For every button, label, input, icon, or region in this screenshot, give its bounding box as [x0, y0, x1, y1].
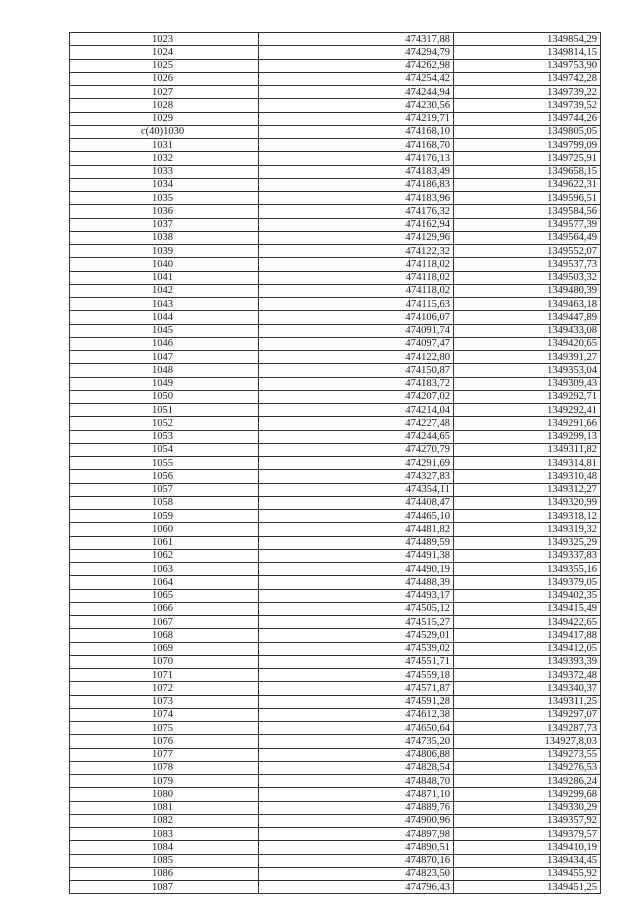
point-number-cell: 1023 [70, 33, 259, 46]
point-number-cell: 1028 [70, 99, 259, 112]
table-row [70, 655, 601, 668]
point-number-cell: 1062 [70, 549, 259, 562]
table-row [70, 761, 601, 774]
y-coordinate-cell: 134927,8,03 [454, 735, 601, 748]
y-coordinate-cell: 1349739,52 [454, 99, 601, 112]
table-row [70, 284, 601, 297]
y-coordinate-cell: 1349340,37 [454, 682, 601, 695]
y-coordinate-cell: 1349564,49 [454, 231, 601, 244]
table-row [70, 708, 601, 721]
point-number-cell: 1042 [70, 284, 259, 297]
table-row [70, 854, 601, 867]
point-number-cell: 1029 [70, 112, 259, 125]
x-coordinate-cell: 474244,94 [259, 86, 454, 99]
point-number-cell: 1033 [70, 165, 259, 178]
x-coordinate-cell: 474091,74 [259, 324, 454, 337]
table-row [70, 589, 601, 602]
y-coordinate-cell: 1349379,05 [454, 576, 601, 589]
table-row [70, 841, 601, 854]
table-row [70, 576, 601, 589]
point-number-cell: 1059 [70, 510, 259, 523]
x-coordinate-cell: 474848,70 [259, 775, 454, 788]
x-coordinate-cell: 474097,47 [259, 337, 454, 350]
y-coordinate-cell: 1349433,08 [454, 324, 601, 337]
x-coordinate-cell: 474219,71 [259, 112, 454, 125]
y-coordinate-cell: 1349319,32 [454, 523, 601, 536]
point-number-cell: 1061 [70, 536, 259, 549]
table-row [70, 258, 601, 271]
y-coordinate-cell: 1349311,82 [454, 443, 601, 456]
y-coordinate-cell: 1349622,31 [454, 178, 601, 191]
table-row [70, 549, 601, 562]
table-row [70, 483, 601, 496]
table-row [70, 775, 601, 788]
x-coordinate-cell: 474828,54 [259, 761, 454, 774]
point-number-cell: 1057 [70, 483, 259, 496]
table-row [70, 125, 601, 138]
table-row [70, 669, 601, 682]
y-coordinate-cell: 1349355,16 [454, 563, 601, 576]
point-number-cell: 1037 [70, 218, 259, 231]
y-coordinate-cell: 1349312,27 [454, 483, 601, 496]
x-coordinate-cell: 474897,98 [259, 828, 454, 841]
y-coordinate-cell: 1349739,22 [454, 86, 601, 99]
y-coordinate-cell: 1349814,15 [454, 46, 601, 59]
table-row [70, 722, 601, 735]
y-coordinate-cell: 1349402,35 [454, 589, 601, 602]
table-row [70, 298, 601, 311]
y-coordinate-cell: 1349337,83 [454, 549, 601, 562]
x-coordinate-cell: 474122,32 [259, 245, 454, 258]
table-row [70, 86, 601, 99]
x-coordinate-cell: 474559,18 [259, 669, 454, 682]
y-coordinate-cell: 1349725,91 [454, 152, 601, 165]
y-coordinate-cell: 1349463,18 [454, 298, 601, 311]
table-row [70, 324, 601, 337]
point-number-cell: 1074 [70, 708, 259, 721]
point-number-cell: 1072 [70, 682, 259, 695]
table-row [70, 735, 601, 748]
point-number-cell: 1063 [70, 563, 259, 576]
table-row [70, 867, 601, 880]
point-number-cell: 1025 [70, 59, 259, 72]
table-row [70, 496, 601, 509]
table-row [70, 814, 601, 827]
y-coordinate-cell: 1349658,15 [454, 165, 601, 178]
point-number-cell: 1040 [70, 258, 259, 271]
x-coordinate-cell: 474168,70 [259, 139, 454, 152]
table-row [70, 510, 601, 523]
x-coordinate-cell: 474118,02 [259, 258, 454, 271]
x-coordinate-cell: 474354,11 [259, 483, 454, 496]
y-coordinate-cell: 1349577,39 [454, 218, 601, 231]
y-coordinate-cell: 1349318,12 [454, 510, 601, 523]
y-coordinate-cell: 1349292,71 [454, 390, 601, 403]
point-number-cell: 1085 [70, 854, 259, 867]
x-coordinate-cell: 474489,59 [259, 536, 454, 549]
point-number-cell: 1052 [70, 417, 259, 430]
y-coordinate-cell: 1349309,43 [454, 377, 601, 390]
point-number-cell: 1054 [70, 443, 259, 456]
y-coordinate-cell: 1349753,90 [454, 59, 601, 72]
x-coordinate-cell: 474207,02 [259, 390, 454, 403]
y-coordinate-cell: 1349330,29 [454, 801, 601, 814]
point-number-cell: 1044 [70, 311, 259, 324]
x-coordinate-cell: 474796,43 [259, 881, 454, 894]
table-row [70, 311, 601, 324]
table-row [70, 364, 601, 377]
table-row [70, 457, 601, 470]
x-coordinate-cell: 474735,20 [259, 735, 454, 748]
y-coordinate-cell: 1349420,65 [454, 337, 601, 350]
x-coordinate-cell: 474871,10 [259, 788, 454, 801]
point-number-cell: 1034 [70, 178, 259, 191]
x-coordinate-cell: 474186,83 [259, 178, 454, 191]
x-coordinate-cell: 474806,88 [259, 748, 454, 761]
x-coordinate-cell: 474254,42 [259, 72, 454, 85]
x-coordinate-cell: 474650,64 [259, 722, 454, 735]
x-coordinate-cell: 474539,02 [259, 642, 454, 655]
y-coordinate-cell: 1349372,48 [454, 669, 601, 682]
table-row [70, 430, 601, 443]
point-number-cell: 1078 [70, 761, 259, 774]
y-coordinate-cell: 1349537,73 [454, 258, 601, 271]
x-coordinate-cell: 474230,56 [259, 99, 454, 112]
y-coordinate-cell: 1349451,25 [454, 881, 601, 894]
y-coordinate-cell: 1349276,53 [454, 761, 601, 774]
point-number-cell: 1083 [70, 828, 259, 841]
x-coordinate-cell: 474571,87 [259, 682, 454, 695]
x-coordinate-cell: 474183,96 [259, 192, 454, 205]
y-coordinate-cell: 1349291,66 [454, 417, 601, 430]
point-number-cell: 1027 [70, 86, 259, 99]
point-number-cell: 1038 [70, 231, 259, 244]
table-row [70, 231, 601, 244]
x-coordinate-cell: 474244,65 [259, 430, 454, 443]
table-row [70, 33, 601, 46]
point-number-cell: 1041 [70, 271, 259, 284]
point-number-cell: 1035 [70, 192, 259, 205]
table-row [70, 536, 601, 549]
table-row [70, 377, 601, 390]
point-number-cell: 1031 [70, 139, 259, 152]
point-number-cell: 1081 [70, 801, 259, 814]
point-number-cell: 1076 [70, 735, 259, 748]
point-number-cell: 1050 [70, 390, 259, 403]
x-coordinate-cell: 474227,48 [259, 417, 454, 430]
x-coordinate-cell: 474327,83 [259, 470, 454, 483]
coordinates-table-body [70, 33, 601, 894]
point-number-cell: 1079 [70, 775, 259, 788]
x-coordinate-cell: 474408,47 [259, 496, 454, 509]
y-coordinate-cell: 1349273,55 [454, 748, 601, 761]
x-coordinate-cell: 474465,10 [259, 510, 454, 523]
table-row [70, 828, 601, 841]
y-coordinate-cell: 1349379,57 [454, 828, 601, 841]
point-number-cell: 1064 [70, 576, 259, 589]
y-coordinate-cell: 1349805,05 [454, 125, 601, 138]
y-coordinate-cell: 1349744,26 [454, 112, 601, 125]
x-coordinate-cell: 474118,02 [259, 284, 454, 297]
y-coordinate-cell: 1349391,27 [454, 351, 601, 364]
y-coordinate-cell: 1349310,48 [454, 470, 601, 483]
x-coordinate-cell: 474890,51 [259, 841, 454, 854]
table-row [70, 563, 601, 576]
y-coordinate-cell: 1349311,25 [454, 695, 601, 708]
y-coordinate-cell: 1349412,05 [454, 642, 601, 655]
point-number-cell: 1056 [70, 470, 259, 483]
table-row [70, 417, 601, 430]
coordinates-table [69, 32, 601, 894]
table-row [70, 192, 601, 205]
point-number-cell: с(40)1030 [70, 125, 259, 138]
y-coordinate-cell: 1349353,04 [454, 364, 601, 377]
table-row [70, 788, 601, 801]
y-coordinate-cell: 1349417,88 [454, 629, 601, 642]
table-row [70, 139, 601, 152]
y-coordinate-cell: 1349799,09 [454, 139, 601, 152]
x-coordinate-cell: 474162,94 [259, 218, 454, 231]
x-coordinate-cell: 474183,72 [259, 377, 454, 390]
point-number-cell: 1067 [70, 616, 259, 629]
x-coordinate-cell: 474900,96 [259, 814, 454, 827]
point-number-cell: 1051 [70, 404, 259, 417]
y-coordinate-cell: 1349357,92 [454, 814, 601, 827]
point-number-cell: 1043 [70, 298, 259, 311]
x-coordinate-cell: 474214,04 [259, 404, 454, 417]
x-coordinate-cell: 474317,88 [259, 33, 454, 46]
table-row [70, 523, 601, 536]
point-number-cell: 1045 [70, 324, 259, 337]
table-row [70, 72, 601, 85]
y-coordinate-cell: 1349480,39 [454, 284, 601, 297]
table-row [70, 443, 601, 456]
table-row [70, 178, 601, 191]
y-coordinate-cell: 1349410,19 [454, 841, 601, 854]
y-coordinate-cell: 1349393,39 [454, 655, 601, 668]
point-number-cell: 1075 [70, 722, 259, 735]
x-coordinate-cell: 474176,32 [259, 205, 454, 218]
point-number-cell: 1026 [70, 72, 259, 85]
table-row [70, 682, 601, 695]
table-row [70, 404, 601, 417]
x-coordinate-cell: 474591,28 [259, 695, 454, 708]
y-coordinate-cell: 1349286,24 [454, 775, 601, 788]
point-number-cell: 1086 [70, 867, 259, 880]
x-coordinate-cell: 474529,01 [259, 629, 454, 642]
table-row [70, 165, 601, 178]
table-row [70, 390, 601, 403]
y-coordinate-cell: 1349320,99 [454, 496, 601, 509]
point-number-cell: 1077 [70, 748, 259, 761]
x-coordinate-cell: 474493,17 [259, 589, 454, 602]
x-coordinate-cell: 474129,96 [259, 231, 454, 244]
x-coordinate-cell: 474294,79 [259, 46, 454, 59]
point-number-cell: 1055 [70, 457, 259, 470]
y-coordinate-cell: 1349297,07 [454, 708, 601, 721]
x-coordinate-cell: 474291,69 [259, 457, 454, 470]
y-coordinate-cell: 1349415,49 [454, 602, 601, 615]
point-number-cell: 1039 [70, 245, 259, 258]
x-coordinate-cell: 474183,49 [259, 165, 454, 178]
table-row [70, 642, 601, 655]
point-number-cell: 1069 [70, 642, 259, 655]
y-coordinate-cell: 1349325,29 [454, 536, 601, 549]
x-coordinate-cell: 474168,10 [259, 125, 454, 138]
y-coordinate-cell: 1349299,68 [454, 788, 601, 801]
point-number-cell: 1066 [70, 602, 259, 615]
y-coordinate-cell: 1349434,45 [454, 854, 601, 867]
point-number-cell: 1046 [70, 337, 259, 350]
x-coordinate-cell: 474481,82 [259, 523, 454, 536]
x-coordinate-cell: 474612,38 [259, 708, 454, 721]
x-coordinate-cell: 474106,07 [259, 311, 454, 324]
table-row [70, 46, 601, 59]
point-number-cell: 1065 [70, 589, 259, 602]
table-row [70, 205, 601, 218]
table-row [70, 470, 601, 483]
x-coordinate-cell: 474270,79 [259, 443, 454, 456]
x-coordinate-cell: 474122,80 [259, 351, 454, 364]
point-number-cell: 1087 [70, 881, 259, 894]
x-coordinate-cell: 474118,02 [259, 271, 454, 284]
x-coordinate-cell: 474870,16 [259, 854, 454, 867]
y-coordinate-cell: 1349503,32 [454, 271, 601, 284]
table-row [70, 351, 601, 364]
table-row [70, 616, 601, 629]
y-coordinate-cell: 1349292,41 [454, 404, 601, 417]
point-number-cell: 1080 [70, 788, 259, 801]
y-coordinate-cell: 1349552,07 [454, 245, 601, 258]
point-number-cell: 1082 [70, 814, 259, 827]
table-row [70, 748, 601, 761]
x-coordinate-cell: 474488,39 [259, 576, 454, 589]
point-number-cell: 1073 [70, 695, 259, 708]
point-number-cell: 1068 [70, 629, 259, 642]
point-number-cell: 1058 [70, 496, 259, 509]
point-number-cell: 1032 [70, 152, 259, 165]
point-number-cell: 1036 [70, 205, 259, 218]
table-row [70, 602, 601, 615]
table-row [70, 337, 601, 350]
y-coordinate-cell: 1349584,56 [454, 205, 601, 218]
point-number-cell: 1024 [70, 46, 259, 59]
x-coordinate-cell: 474150,87 [259, 364, 454, 377]
point-number-cell: 1084 [70, 841, 259, 854]
x-coordinate-cell: 474176,13 [259, 152, 454, 165]
x-coordinate-cell: 474490,19 [259, 563, 454, 576]
point-number-cell: 1048 [70, 364, 259, 377]
table-row [70, 245, 601, 258]
point-number-cell: 1047 [70, 351, 259, 364]
x-coordinate-cell: 474115,63 [259, 298, 454, 311]
point-number-cell: 1049 [70, 377, 259, 390]
y-coordinate-cell: 1349422,65 [454, 616, 601, 629]
table-row [70, 881, 601, 894]
table-row [70, 629, 601, 642]
y-coordinate-cell: 1349596,51 [454, 192, 601, 205]
table-row [70, 152, 601, 165]
y-coordinate-cell: 1349854,29 [454, 33, 601, 46]
x-coordinate-cell: 474491,38 [259, 549, 454, 562]
table-row [70, 59, 601, 72]
point-number-cell: 1071 [70, 669, 259, 682]
x-coordinate-cell: 474551,71 [259, 655, 454, 668]
point-number-cell: 1060 [70, 523, 259, 536]
table-row [70, 271, 601, 284]
x-coordinate-cell: 474823,50 [259, 867, 454, 880]
point-number-cell: 1053 [70, 430, 259, 443]
table-row [70, 99, 601, 112]
y-coordinate-cell: 1349299,13 [454, 430, 601, 443]
y-coordinate-cell: 1349742,28 [454, 72, 601, 85]
y-coordinate-cell: 1349455,92 [454, 867, 601, 880]
y-coordinate-cell: 1349314,81 [454, 457, 601, 470]
table-row [70, 112, 601, 125]
y-coordinate-cell: 1349447,89 [454, 311, 601, 324]
x-coordinate-cell: 474889,76 [259, 801, 454, 814]
table-row [70, 801, 601, 814]
x-coordinate-cell: 474515,27 [259, 616, 454, 629]
table-row [70, 695, 601, 708]
x-coordinate-cell: 474505,12 [259, 602, 454, 615]
y-coordinate-cell: 1349287,73 [454, 722, 601, 735]
x-coordinate-cell: 474262,98 [259, 59, 454, 72]
point-number-cell: 1070 [70, 655, 259, 668]
table-row [70, 218, 601, 231]
